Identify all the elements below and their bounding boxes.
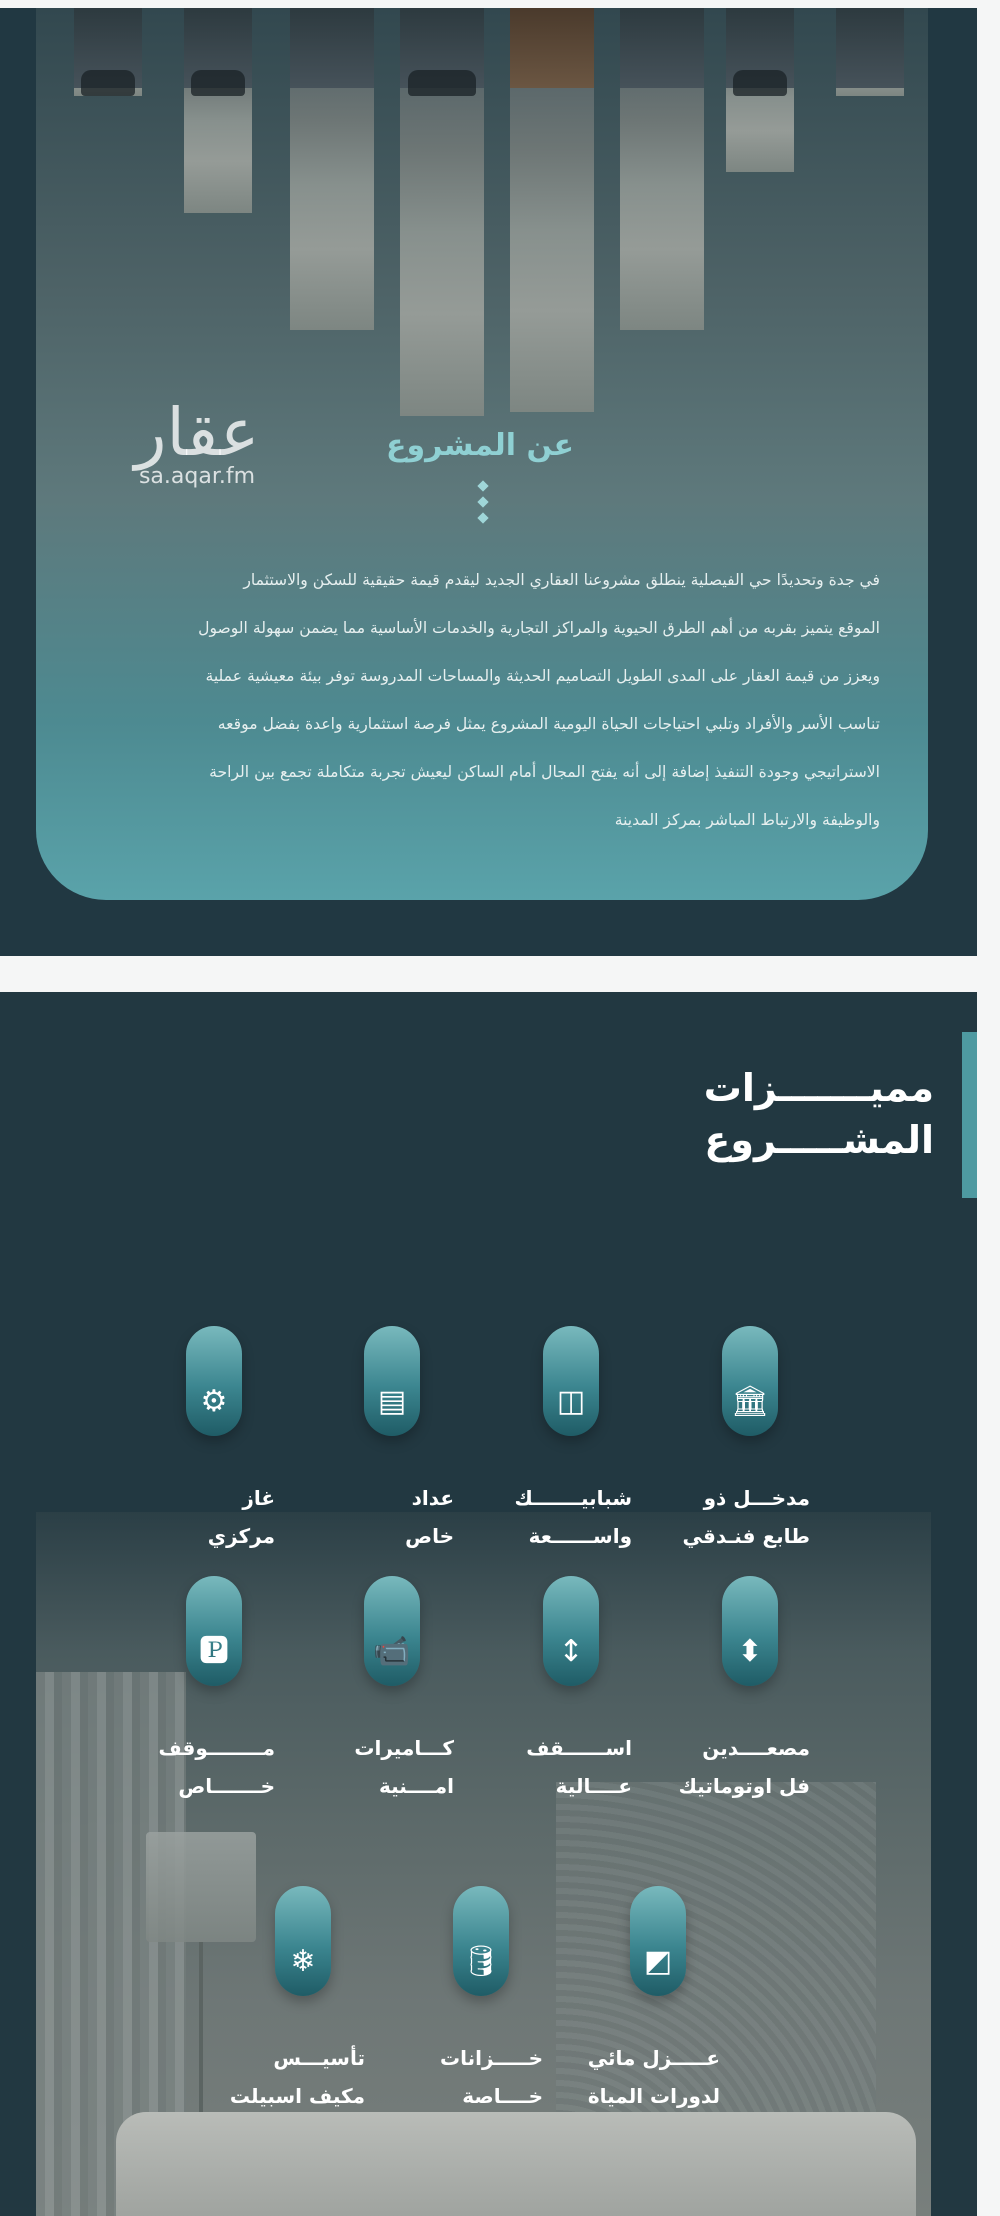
feature-label-cameras: كـــاميرات امــــنية (354, 1736, 454, 1798)
paragraph-line: ويعزز من قيمة العقار على المدى الطويل التصاميم الحديثة والمساحات المدروسة توفر بيئة معيشية عملية (205, 667, 880, 685)
paragraph-line: تناسب الأسر والأفراد وتلبي احتياجات الحياة اليومية المشروع يمثل فرصة استثمارية واعدة بفضل موقعه (217, 715, 880, 733)
feature-label-hotel-entrance: مدخـــل ذو طابع فنـدقي (682, 1486, 810, 1548)
accent-bar (962, 1032, 977, 1198)
elevator-icon: ⬍ (737, 1634, 763, 1669)
security-camera-icon: 📹 (373, 1634, 411, 1669)
gas-pipe-icon: ⚙ (200, 1384, 228, 1419)
photo-strip (620, 8, 704, 330)
sofa (116, 2112, 916, 2216)
photo-strip (510, 8, 594, 412)
aqar-watermark (112, 394, 282, 489)
feature-label-windows: شبابيـــــــك واســــــعة (514, 1486, 632, 1548)
photo-strip (836, 8, 904, 96)
photo-strip (74, 8, 142, 96)
photo-strip (290, 8, 374, 330)
paragraph-line: في جدة وتحديدًا حي الفيصلية ينطلق مشروعنا العقاري الجديد ليقدم قيمة حقيقية للسكن والاستثمار (243, 571, 880, 589)
paragraph-line: الموقع يتميز بقربه من أهم الطرق الحيوية والمراكز التجارية والخدمات الأساسية مما يضمن سهولة الوصول (198, 619, 880, 637)
feature-pill-insulation (630, 1886, 686, 1996)
watermark-logo-text: عقار (134, 394, 260, 471)
paragraph-line: الاستراتيجي وجودة التنفيذ إضافة إلى أنه يفتح المجال أمام الساكن ليعيش تجربة متكاملة تجمع بين الراحة (209, 763, 880, 781)
features-title-line: مميـــــــزات (703, 1066, 934, 1110)
feature-pill-windows (543, 1326, 599, 1436)
about-title: عن المشروع (386, 428, 574, 463)
parking-icon: 🅿 (199, 1634, 229, 1669)
feature-pill-hotel-entrance (722, 1326, 778, 1436)
feature-pill-meter (364, 1326, 420, 1436)
paragraph-line: والوظيفة والارتباط المباشر بمركز المدينة (614, 811, 880, 829)
photo-strip (184, 8, 252, 213)
feature-label-parking: مــــــــوقف خـــــــاص (158, 1736, 275, 1798)
insulation-icon: ◩ (643, 1944, 673, 1979)
about-paragraph (80, 556, 880, 844)
feature-label-ac: تأسيـــس مكيف اسبيلت (229, 2046, 365, 2108)
feature-pill-cameras (364, 1576, 420, 1686)
features-title (560, 1062, 934, 1166)
feature-label-meter: عداد خاص (405, 1486, 454, 1548)
feature-pill-elevator (722, 1576, 778, 1686)
feature-pill-ac (275, 1886, 331, 1996)
lamp-shade (146, 1832, 256, 1942)
feature-pill-gas (186, 1326, 242, 1436)
ceiling-height-icon: ↕ (558, 1634, 584, 1669)
meter-icon: ▤ (377, 1384, 407, 1419)
about-project-panel (0, 8, 977, 956)
hotel-entrance-icon: 🏛 (730, 1384, 770, 1419)
feature-pill-parking (186, 1576, 242, 1686)
feature-label-gas: غاز مركزي (207, 1486, 275, 1548)
snowflake-icon: ❄ (290, 1944, 316, 1979)
photo-strip (726, 8, 794, 172)
project-features-panel (0, 992, 977, 2216)
feature-pill-ceiling (543, 1576, 599, 1686)
feature-label-ceiling: اســــــقف عــــالية (526, 1736, 632, 1798)
water-tank-icon: 🛢 (461, 1944, 501, 1979)
feature-label-water-tanks: خـــــزانات خــــاصة (439, 2046, 543, 2108)
feature-pill-water-tanks (453, 1886, 509, 1996)
feature-label-elevator: مصعــــدين فل اوتوماتيك (678, 1736, 810, 1798)
photo-strip (400, 8, 484, 416)
feature-label-insulation: عـــــزل مائي لدورات المياة (587, 2046, 720, 2108)
features-title-line: المشـــــروع (704, 1118, 934, 1162)
window-icon: ◫ (556, 1384, 586, 1419)
watermark-url: sa.aqar.fm (138, 464, 256, 489)
